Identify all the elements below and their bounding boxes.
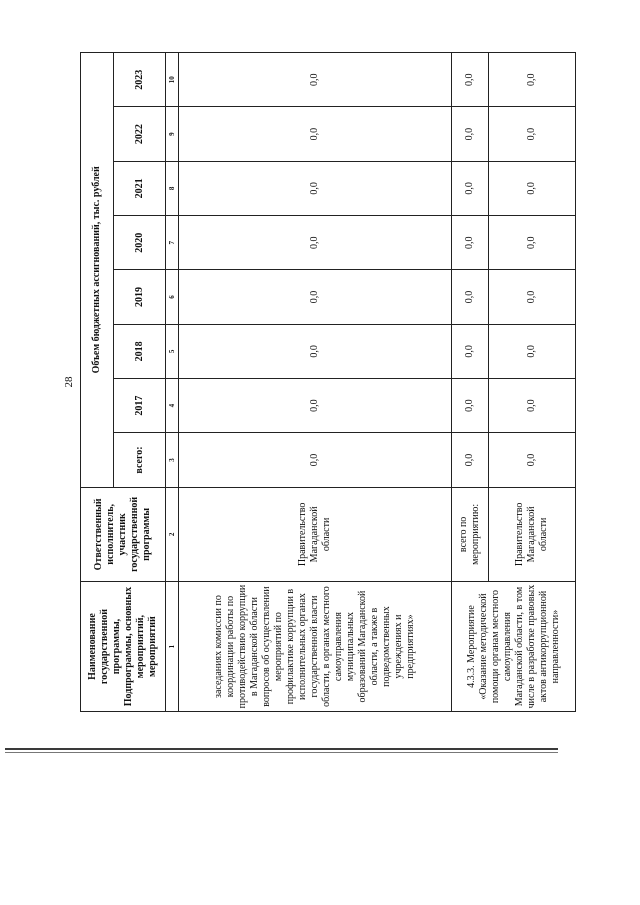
value-cell: 0,0 [179,379,452,433]
column-number: 1 [166,582,179,712]
value-cell: 0,0 [489,161,576,215]
column-number: 4 [166,379,179,433]
value-cell: 0,0 [179,324,452,378]
value-cell: 0,0 [179,161,452,215]
header-year: 2018 [114,324,166,378]
column-number: 8 [166,161,179,215]
value-cell: 0,0 [452,379,489,433]
row-executor: всего по мероприятию: [452,487,489,581]
value-cell: 0,0 [489,433,576,487]
header-year: 2019 [114,270,166,324]
table-row [452,53,489,712]
header-total: всего: [114,433,166,487]
value-cell: 0,0 [452,270,489,324]
header-year: 2023 [114,53,166,107]
value-cell: 0,0 [489,107,576,161]
header-year: 2017 [114,379,166,433]
scan-edge-line [5,748,558,750]
row-name: 4.3.3. Мероприятие «Оказание методической помощи органам местного самоуправления Магаданской области, в том числе в разработке правовых актов антикоррупционной направленности» [452,582,576,712]
value-cell: 0,0 [452,161,489,215]
header-year: 2020 [114,216,166,270]
value-cell: 0,0 [489,53,576,107]
header-executor: Ответственный исполнитель, участник государственной программы [81,487,166,581]
column-number: 6 [166,270,179,324]
row-executor: Правительство Магаданской области [489,487,576,581]
rotated-page [35,52,561,712]
column-number: 3 [166,433,179,487]
value-cell: 0,0 [179,433,452,487]
header-budget: Объем бюджетных ассигнований, тыс. рублей [81,53,114,488]
value-cell: 0,0 [489,324,576,378]
value-cell: 0,0 [489,379,576,433]
value-cell: 0,0 [452,107,489,161]
value-cell: 0,0 [489,216,576,270]
column-number: 9 [166,107,179,161]
value-cell: 0,0 [179,107,452,161]
column-number: 7 [166,216,179,270]
column-number: 2 [166,487,179,581]
value-cell: 0,0 [452,324,489,378]
header-year: 2021 [114,161,166,215]
row-name: заседаниях комиссии по координации работы по противодействию коррупции в Магаданской области вопросов об осуществлении мероприятий по профилактике коррупции в исполнительных органах государственной власти области, в органах местного самоуправления муниципальных образований Магаданской области, а также в подведомственных учреждениях и предприятиях» [179,582,452,712]
header-name: Наименование государственной программы, Подпрограммы, основных мероприятий, мероприятий [81,582,166,712]
value-cell: 0,0 [179,53,452,107]
table-row [179,53,452,712]
value-cell: 0,0 [179,216,452,270]
page-number: 28 [63,376,75,388]
value-cell: 0,0 [489,270,576,324]
value-cell: 0,0 [179,270,452,324]
scan-edge-line-thin [5,752,558,753]
column-number: 5 [166,324,179,378]
value-cell: 0,0 [452,216,489,270]
column-number: 10 [166,53,179,107]
value-cell: 0,0 [452,433,489,487]
row-executor: Правительство Магаданской области [179,487,452,581]
value-cell: 0,0 [452,53,489,107]
budget-table [80,52,576,712]
header-year: 2022 [114,107,166,161]
